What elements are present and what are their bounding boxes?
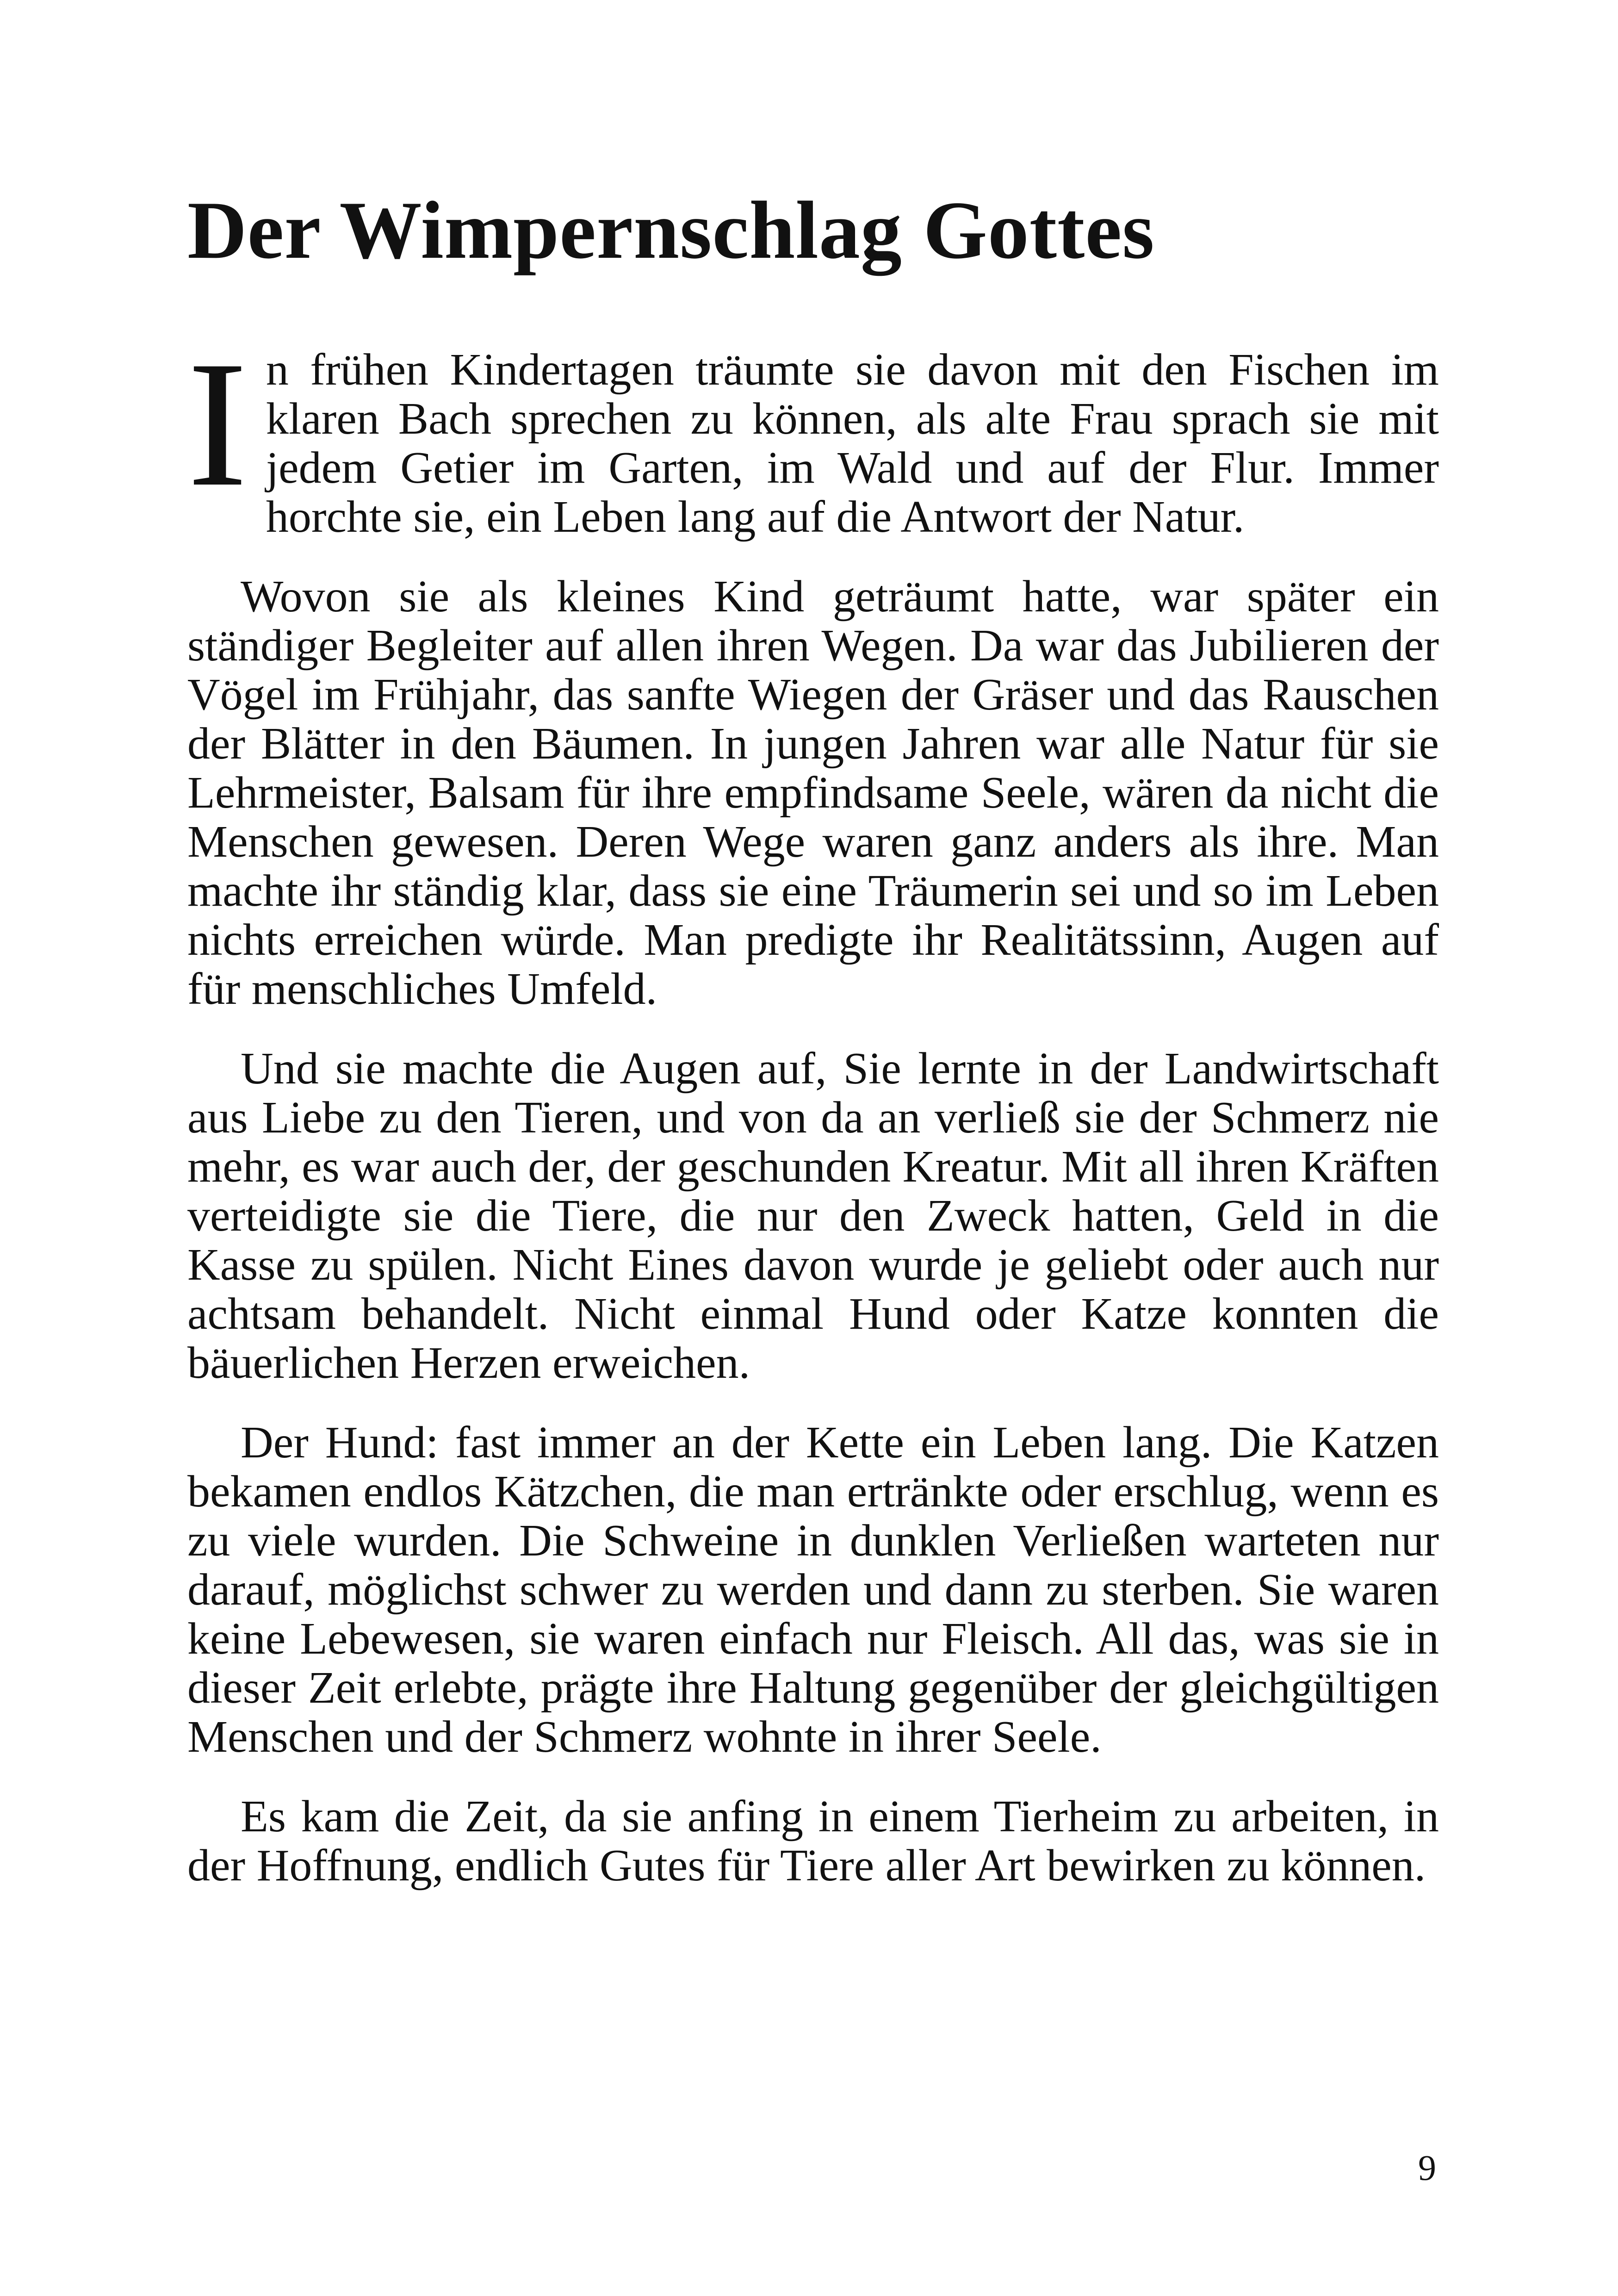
drop-cap: I [187, 324, 248, 524]
chapter-title: Der Wimpernschlag Gottes [187, 184, 1155, 276]
chapter-body [187, 324, 1439, 1891]
page-number: 9 [1418, 2147, 1436, 2188]
book-page [187, 185, 1439, 1890]
paragraph-4: Der Hund: fast immer an der Kette ein Leben lang. Die Katzen bekamen endlos Kätzchen, die man ertränkte oder erschlug, wenn es zu viele wurden. Die Schweine in dunklen Verließen warteten nur darauf, möglichst schwer zu werden und dann zu sterben. Sie waren keine Lebewesen, sie waren einfach nur Fleisch. All das, was sie in dieser Zeit erlebte, prägte ihre Haltung gegenüber der gleichgültigen Menschen und der Schmerz wohnte in ihrer Seele. [187, 1417, 1439, 1762]
paragraph-2: Wovon sie als kleines Kind geträumt hatte, war später ein ständiger Begleiter auf allen ihren Wegen. Da war das Jubilieren der Vögel im Frühjahr, das sanfte Wiegen der Gräser und das Rauschen der Blätter in den Bäumen. In jungen Jahren war alle Natur für sie Lehrmeister, Balsam für ihre empfindsame Seele, wären da nicht die Menschen gewesen. Deren Wege waren ganz anders als ihre. Man machte ihr ständig klar, dass sie eine Träumerin sei und so im Leben nichts erreichen würde. Man predigte ihr Realitätssinn, Augen auf für menschliches Umfeld. [187, 571, 1439, 1014]
paragraph-3: Und sie machte die Augen auf, Sie lernte in der Landwirtschaft aus Liebe zu den Tieren, und von da an verließ sie der Schmerz nie mehr, es war auch der, der geschunden Kreatur. Mit all ihren Kräften verteidigte sie die Tiere, die nur den Zweck hatten, Geld in die Kasse zu spülen. Nicht Eines davon wurde je geliebt oder auch nur achtsam behandelt. Nicht einmal Hund oder Katze konnten die bäuerlichen Herzen erweichen. [187, 1043, 1439, 1388]
paragraph-5: Es kam die Zeit, da sie anfing in einem Tierheim zu arbeiten, in der Hoffnung, endlich Gutes für Tiere aller Art bewirken zu können. [187, 1791, 1439, 1891]
paragraph-1 [187, 324, 1439, 542]
paragraph-1-text: n frühen Kindertagen träumte sie davon mit den Fischen im klaren Bach sprechen zu können, als alte Frau sprach sie mit jedem Getier im Garten, im Wald und auf der Flur. Immer horchte sie, ein Leben lang auf die Antwort der Natur. [266, 344, 1439, 542]
